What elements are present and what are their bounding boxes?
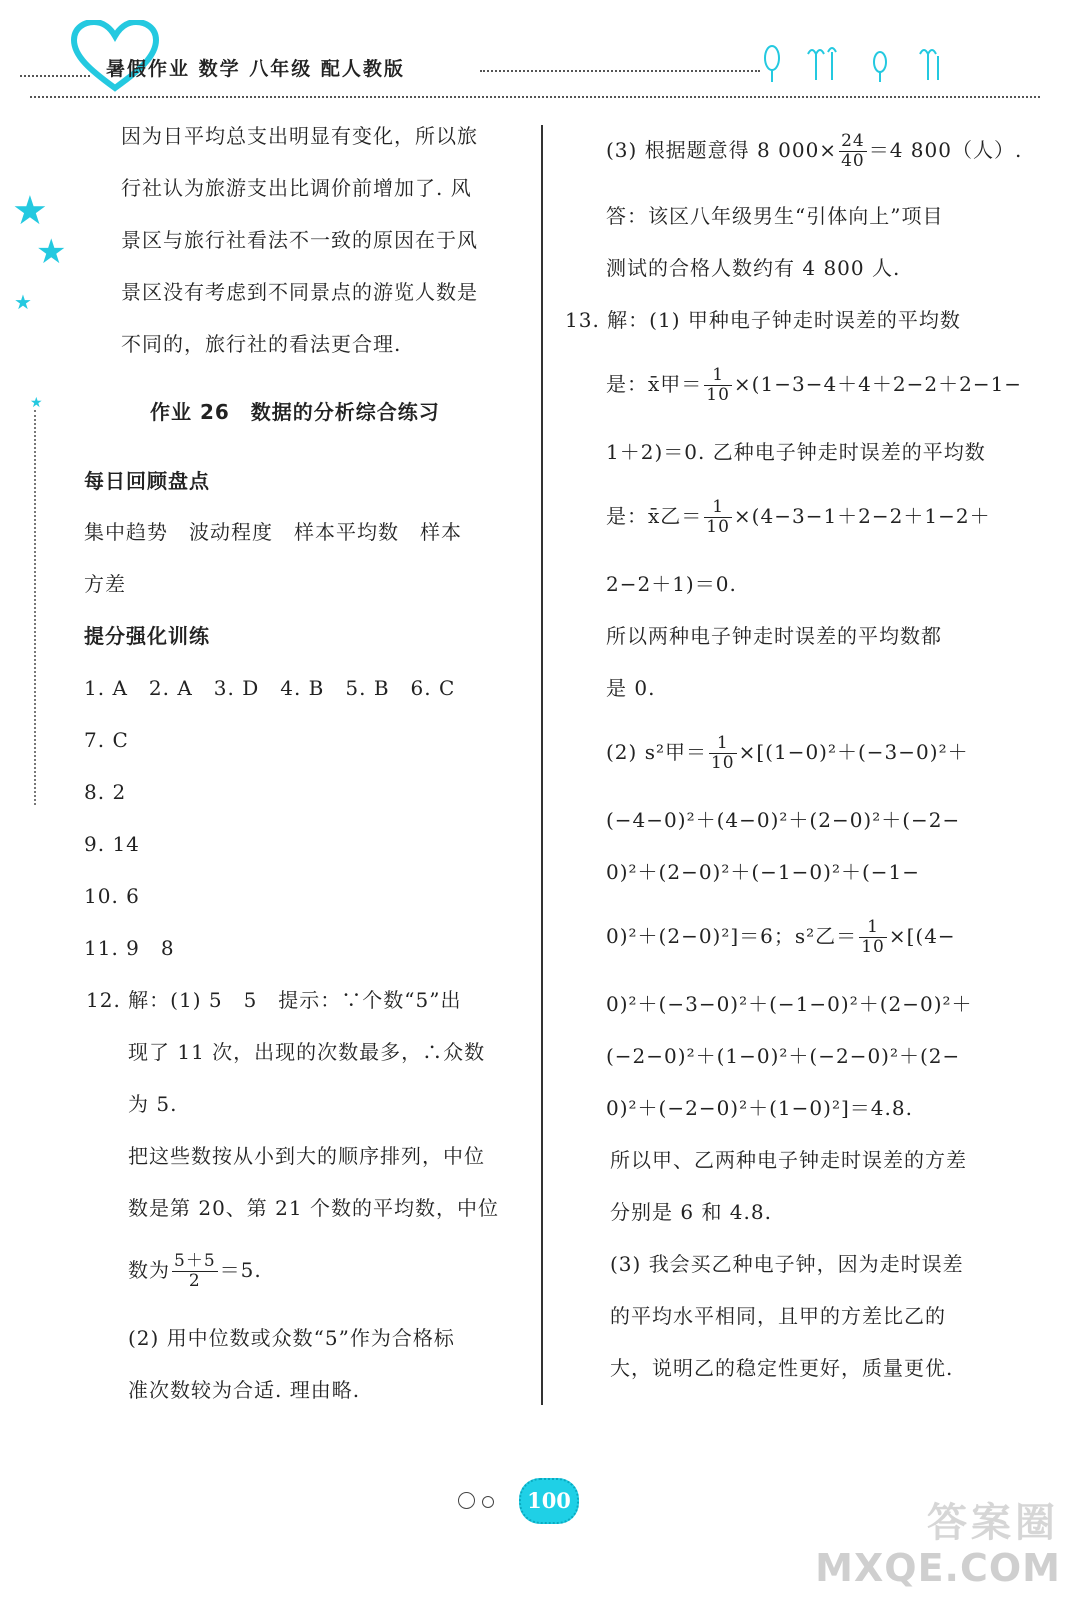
denominator: 10 bbox=[861, 937, 885, 957]
formula-text: 是：x̄甲＝ bbox=[606, 372, 703, 396]
numerator: 1 bbox=[859, 918, 887, 938]
q12-answer-line: 答：该区八年级男生“引体向上”项目 bbox=[606, 204, 944, 228]
numerator: 5＋5 bbox=[174, 1251, 216, 1271]
q13-line: (−2−0)²＋(1−0)²＋(−2−0)²＋(2− bbox=[606, 1044, 961, 1068]
q12-line: 把这些数按从小到大的顺序排列，中位 bbox=[128, 1144, 485, 1168]
denominator: 2 bbox=[188, 1271, 201, 1291]
numerator: 24 bbox=[841, 131, 865, 151]
numerator: 1 bbox=[704, 498, 732, 518]
tree-decoration-icon bbox=[760, 40, 960, 85]
denominator: 10 bbox=[706, 517, 730, 537]
fraction bbox=[704, 366, 732, 405]
formula-text: 是：x̄乙＝ bbox=[606, 504, 703, 528]
formula-text: ×[(1−0)²＋(−3−0)²＋ bbox=[738, 740, 969, 764]
denominator: 10 bbox=[706, 385, 730, 405]
q13-line: 1＋2)＝0. 乙种电子钟走时误差的平均数 bbox=[606, 440, 986, 464]
star-icon: ★ bbox=[14, 290, 32, 314]
q12-line: 12. 解：(1) 5 5 提示：∵个数“5”出 bbox=[86, 988, 462, 1012]
formula-text: (2) s²甲＝ bbox=[606, 740, 707, 764]
denominator: 40 bbox=[841, 151, 865, 171]
header-title: 暑假作业 数学 八年级 配人教版 bbox=[106, 58, 405, 80]
answer-line: 7. C bbox=[84, 728, 129, 752]
numerator: 1 bbox=[704, 366, 732, 386]
q12-line: 为 5. bbox=[128, 1092, 178, 1116]
q13-variance-formula bbox=[606, 730, 969, 774]
numerator: 1 bbox=[709, 734, 737, 754]
formula-text: ×(1−3−4＋4＋2−2＋2−1− bbox=[733, 372, 1023, 396]
margin-dotted-rule bbox=[34, 410, 36, 805]
q12-line: 数是第 20、第 21 个数的平均数，中位 bbox=[128, 1196, 499, 1220]
paragraph-line: 行社认为旅游支出比调价前增加了. 风 bbox=[121, 176, 472, 200]
q13-line: 是 0. bbox=[606, 676, 656, 700]
review-heading: 每日回顾盘点 bbox=[84, 469, 210, 493]
watermark-url: MXQE.COM bbox=[815, 1546, 1061, 1590]
answer-line: 9. 14 bbox=[84, 832, 140, 856]
q12-line: 现了 11 次，出现的次数最多，∴众数 bbox=[128, 1040, 486, 1064]
q12-line: 准次数较为合适. 理由略. bbox=[128, 1378, 361, 1402]
formula-text: 数为 bbox=[128, 1258, 170, 1282]
q13-line: 所以甲、乙两种电子钟走时误差的方差 bbox=[610, 1148, 967, 1172]
training-heading: 提分强化训练 bbox=[84, 624, 210, 648]
q13-line: (3) 我会买乙种电子钟，因为走时误差 bbox=[610, 1252, 964, 1276]
review-answer: 方差 bbox=[84, 572, 126, 596]
star-icon: ★ bbox=[12, 188, 48, 234]
q13-line: 0)²＋(−2−0)²＋(1−0)²]＝4.8. bbox=[606, 1096, 913, 1120]
q13-line: 0)²＋(2−0)²＋(−1−0)²＋(−1− bbox=[606, 860, 921, 884]
q13-line: 2−2＋1)＝0. bbox=[606, 572, 737, 596]
fraction bbox=[709, 734, 737, 773]
paragraph-line: 景区与旅行社看法不一致的原因在于风 bbox=[121, 228, 478, 252]
header-dotted-rule-lower bbox=[30, 96, 1040, 98]
q13-line: (−4−0)²＋(4−0)²＋(2−0)²＋(−2− bbox=[606, 808, 961, 832]
formula-text: 0)²＋(2−0)²]＝6；s²乙＝ bbox=[606, 924, 858, 948]
q13-line: 的平均水平相同，且甲的方差比乙的 bbox=[610, 1304, 946, 1328]
q13-line: 13. 解：(1) 甲种电子钟走时误差的平均数 bbox=[565, 308, 961, 332]
fraction bbox=[859, 918, 887, 957]
ring-decoration-icon bbox=[482, 1496, 494, 1508]
column-divider bbox=[541, 125, 543, 1405]
answer-line: 8. 2 bbox=[84, 780, 127, 804]
review-answer: 集中趋势 波动程度 样本平均数 样本 bbox=[84, 520, 462, 544]
star-icon: ★ bbox=[36, 232, 67, 272]
paragraph-line: 因为日平均总支出明显有变化，所以旅 bbox=[121, 124, 478, 148]
q13-mean-formula bbox=[606, 494, 991, 538]
ring-decoration-icon bbox=[458, 1492, 475, 1509]
formula-text: ＝5. bbox=[219, 1258, 262, 1282]
paragraph-line: 景区没有考虑到不同景点的游览人数是 bbox=[121, 280, 478, 304]
formula-text: (3) 根据题意得 8 000× bbox=[606, 138, 838, 162]
fraction bbox=[172, 1252, 218, 1291]
fraction bbox=[704, 498, 732, 537]
watermark-logo: 答案圈 bbox=[927, 1499, 1059, 1546]
answer-line: 11. 9 8 bbox=[84, 936, 175, 960]
q13-line: 0)²＋(−3−0)²＋(−1−0)²＋(2−0)²＋ bbox=[606, 992, 973, 1016]
page-number: 100 bbox=[519, 1478, 579, 1524]
formula-text: ＝4 800（人）. bbox=[868, 138, 1023, 162]
q13-variance-formula bbox=[606, 914, 956, 958]
q12-answer-line: 测试的合格人数约有 4 800 人. bbox=[606, 256, 901, 280]
formula-text: ×(4−3−1＋2−2＋1−2＋ bbox=[733, 504, 991, 528]
fraction bbox=[839, 132, 867, 171]
q12-median-formula bbox=[128, 1248, 262, 1292]
answer-line: 10. 6 bbox=[84, 884, 140, 908]
paragraph-line: 不同的，旅行社的看法更合理. bbox=[121, 332, 402, 356]
formula-text: ×[(4− bbox=[888, 924, 956, 948]
q13-line: 所以两种电子钟走时误差的平均数都 bbox=[606, 624, 942, 648]
denominator: 10 bbox=[710, 753, 735, 773]
q13-line: 大，说明乙的稳定性更好，质量更优. bbox=[610, 1356, 954, 1380]
q13-line: 分别是 6 和 4.8. bbox=[610, 1200, 772, 1224]
assignment-title: 作业 26 数据的分析综合练习 bbox=[150, 400, 440, 424]
header-dotted-rule bbox=[20, 75, 90, 77]
q12-3-formula bbox=[606, 128, 1022, 172]
header-dotted-rule-right bbox=[480, 70, 760, 72]
answer-line: 1. A 2. A 3. D 4. B 5. B 6. C bbox=[84, 676, 456, 700]
q12-line: (2) 用中位数或众数“5”作为合格标 bbox=[128, 1326, 455, 1350]
star-icon: ★ bbox=[30, 395, 43, 411]
q13-mean-formula bbox=[606, 362, 1022, 406]
